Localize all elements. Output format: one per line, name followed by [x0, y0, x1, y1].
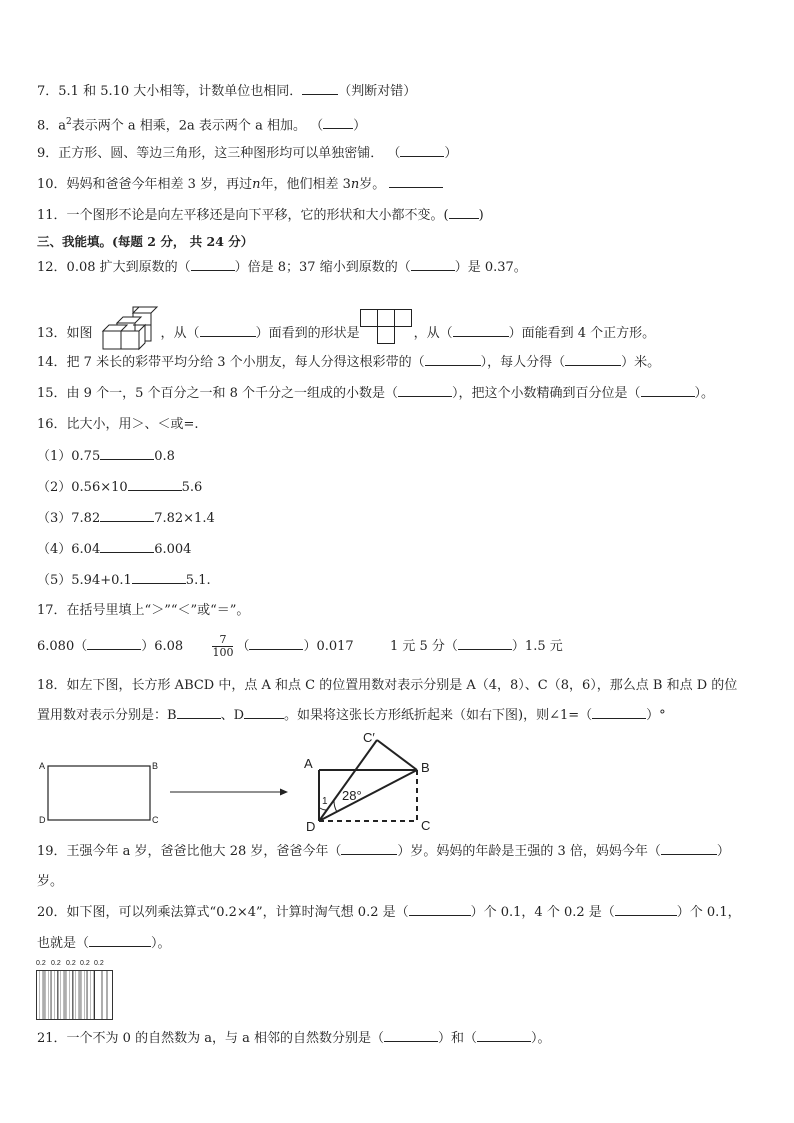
- question-20: [37, 903, 741, 922]
- fold-label-b: B: [421, 760, 430, 775]
- answer-blank[interactable]: [400, 144, 444, 157]
- folded-rectangle: [319, 740, 417, 821]
- q16-item: [37, 478, 202, 497]
- q21-text-2: ）和（: [437, 1031, 477, 1046]
- label-c: C: [152, 815, 159, 825]
- answer-blank[interactable]: [425, 353, 481, 366]
- answer-blank[interactable]: [409, 903, 471, 916]
- q19-text: 19．王强今年 a 岁，爸爸比他大 28 岁，爸爸今年（: [37, 844, 342, 859]
- q15-text-2: ），把这个小数精确到百分位是（: [452, 386, 641, 401]
- fraction-denominator: 100: [212, 646, 234, 659]
- q16-item: [37, 540, 191, 559]
- q9-text: 9．正方形、圆、等边三角形，这三种图形均可以单独密铺． （: [37, 146, 401, 161]
- q19-text-2: ）岁。妈妈的年龄是王强的 3 倍，妈妈今年（: [397, 844, 661, 859]
- answer-blank[interactable]: [661, 842, 717, 855]
- q10-text-3: 岁。: [359, 177, 386, 192]
- question-19-line2: 岁。: [37, 874, 64, 889]
- fold-label-a: A: [304, 756, 313, 771]
- label-d: D: [39, 815, 46, 825]
- answer-blank[interactable]: [100, 447, 154, 460]
- q13-text: 13．如图: [37, 326, 93, 341]
- fold-label-d: D: [306, 819, 316, 834]
- q8-paren: ）: [353, 118, 367, 134]
- q11-text: 11．一个图形不论是向左平移还是向下平移，它的形状和大小都不变。(: [37, 208, 449, 223]
- q7-text: 7．5.1 和 5.10 大小相等，计数单位也相同．: [37, 84, 303, 99]
- fold-label-c-prime: C′: [363, 730, 375, 745]
- q16-item: [37, 447, 175, 466]
- fold-label-c: C: [421, 818, 431, 833]
- q17-c-left: 1 元 5 分（: [389, 639, 458, 654]
- q20-text-4: 也就是（: [37, 936, 90, 951]
- q16-item-left: （2）0.56×10: [37, 480, 128, 495]
- q17-c-right: ）1.5 元: [511, 639, 563, 654]
- answer-blank[interactable]: [323, 116, 353, 129]
- bar-label: 0.2: [94, 960, 104, 967]
- answer-blank[interactable]: [249, 637, 303, 650]
- left-rectangle: [39, 761, 159, 825]
- q17-items: [37, 632, 563, 662]
- q10-text-2: 年，他们相差 3: [260, 177, 351, 192]
- q20-text-2: ）个 0.1，4 个 0.2 是（: [470, 905, 615, 920]
- answer-blank[interactable]: [449, 206, 479, 219]
- answer-blank[interactable]: [200, 324, 256, 337]
- answer-blank[interactable]: [458, 637, 512, 650]
- q18-text: 置用数对表示分别是：B: [37, 708, 177, 723]
- q10-variable-2: n: [350, 177, 360, 192]
- q18-text-2: 、D: [220, 708, 244, 723]
- question-18-line1: 18．如左下图，长方形 ABCD 中，点 A 和点 C 的位置用数对表示分别是 A（4，8）、C（8，6），那么点 B 和点 D 的位: [37, 678, 738, 693]
- q8-text-2: 表示两个 a 相乘，2a 表示两个 a 相加。 （: [71, 118, 324, 134]
- answer-blank[interactable]: [244, 706, 284, 719]
- answer-blank[interactable]: [89, 934, 151, 947]
- q10-variable: n: [252, 177, 261, 192]
- q19-text-3: ）: [716, 844, 730, 859]
- q7-tail: （判断对错）: [338, 84, 417, 99]
- answer-blank[interactable]: [191, 258, 235, 271]
- answer-blank[interactable]: [302, 82, 338, 95]
- bar-label: 0.2: [51, 960, 61, 967]
- answer-blank[interactable]: [177, 706, 221, 719]
- answer-blank[interactable]: [398, 384, 452, 397]
- question-17-title: 17．在括号里填上“＞”“＜”或“＝”。: [37, 603, 250, 618]
- question-13: [37, 305, 655, 353]
- question-20-line2: [37, 934, 171, 953]
- q15-text: 15．由 9 个一，5 个百分之一和 8 个千分之一组成的小数是（: [37, 386, 399, 401]
- fraction: [212, 634, 233, 659]
- answer-blank[interactable]: [341, 842, 397, 855]
- question-21: [37, 1029, 551, 1048]
- bar-label: 0.2: [36, 960, 46, 967]
- label-a: A: [39, 761, 46, 771]
- angle-label: 28°: [342, 788, 362, 803]
- q16-item: [37, 509, 215, 528]
- answer-blank[interactable]: [128, 478, 182, 491]
- q21-text-3: ）。: [531, 1031, 551, 1046]
- q16-item-left: （1）0.75: [37, 449, 101, 464]
- q16-item-right: 7.82×1.4: [154, 511, 215, 526]
- question-9: [37, 144, 457, 163]
- q13-text-3: ）面看到的形状是: [255, 326, 360, 341]
- answer-blank[interactable]: [615, 903, 677, 916]
- question-19: [37, 842, 730, 861]
- answer-blank[interactable]: [453, 324, 509, 337]
- q14-text: 14．把 7 米长的彩带平均分给 3 个小朋友，每人分得这根彩带的（: [37, 355, 425, 370]
- answer-blank[interactable]: [384, 1029, 438, 1042]
- q20-text-3: ）个 0.1，: [676, 905, 741, 920]
- q8-text: 8．a: [37, 118, 67, 134]
- q16-item-left: （5）5.94+0.1: [37, 573, 132, 588]
- answer-blank[interactable]: [87, 637, 141, 650]
- q16-item-left: （4）6.04: [37, 542, 101, 557]
- q9-paren: ）: [444, 146, 458, 161]
- q17-a-left: 6.080（: [37, 639, 88, 654]
- q20-text: 20．如下图，可以列乘法算式“0.2×4”，计算时淘气想 0.2 是（: [37, 905, 409, 920]
- q13-text-5: ）面能看到 4 个正方形。: [508, 326, 656, 341]
- q10-text: 10．妈妈和爸爸今年相差 3 岁，再过: [37, 177, 253, 192]
- fraction-numerator: 7: [212, 634, 233, 647]
- q12-text-2: ）倍是 8；37 缩小到原数的（: [234, 260, 411, 275]
- question-12: [37, 258, 527, 277]
- q16-item-right: 6.004: [154, 542, 192, 557]
- answer-blank[interactable]: [592, 706, 646, 719]
- answer-blank[interactable]: [411, 258, 455, 271]
- decimal-bar-figure: [36, 958, 116, 1022]
- answer-blank[interactable]: [132, 571, 186, 584]
- answer-blank[interactable]: [100, 509, 154, 522]
- q17-b-right: ）0.017: [303, 639, 354, 654]
- q11-paren: ): [478, 208, 484, 223]
- label-b: B: [152, 761, 159, 771]
- answer-blank[interactable]: [565, 353, 621, 366]
- q14-text-3: ）米。: [621, 355, 661, 370]
- question-10: [37, 175, 443, 194]
- arrow: [170, 789, 288, 796]
- q17-b-left: （: [236, 639, 250, 654]
- q18-text-3: 。如果将这张长方形纸折起来（如右下图)，则∠1=（: [284, 708, 593, 723]
- q8-superscript: 2: [66, 117, 72, 127]
- q16-item-right: 5.1.: [185, 573, 211, 588]
- q16-item-right: 0.8: [154, 449, 175, 464]
- q18-text-4: ）°: [646, 708, 666, 723]
- answer-blank[interactable]: [477, 1029, 531, 1042]
- bar-label: 0.2: [66, 960, 76, 967]
- section-heading: 三、我能填。(每题 2 分， 共 24 分）: [37, 234, 254, 249]
- q16-item: [37, 571, 211, 590]
- q21-text: 21．一个不为 0 的自然数为 a，与 a 相邻的自然数分别是（: [37, 1031, 384, 1046]
- q20-text-5: ）。: [151, 936, 171, 951]
- answer-blank[interactable]: [389, 175, 443, 188]
- question-18-line2: [37, 706, 666, 725]
- q13-text-2: ，从（: [160, 326, 200, 341]
- q16-item-right: 5.6: [181, 480, 203, 495]
- angle-1-label: 1: [322, 796, 328, 807]
- question-7: [37, 82, 416, 101]
- question-8: [37, 113, 366, 135]
- cube-stack-figure: [93, 305, 161, 353]
- answer-blank[interactable]: [100, 540, 154, 553]
- question-11: [37, 206, 484, 225]
- question-15: [37, 384, 714, 403]
- q12-text-3: ）是 0.37。: [454, 260, 527, 275]
- q12-text: 12．0.08 扩大到原数的（: [37, 260, 191, 275]
- question-16-title: 16．比大小，用＞、＜或=.: [37, 417, 199, 432]
- question-14: [37, 353, 660, 372]
- q15-text-3: ）。: [694, 386, 715, 401]
- q17-a-right: ）6.08: [141, 639, 184, 654]
- view-shape-figure: [360, 309, 414, 347]
- rectangle-fold-figure: [36, 730, 446, 834]
- q16-item-left: （3）7.82: [37, 511, 101, 526]
- bar-label: 0.2: [80, 960, 90, 967]
- q14-text-2: ），每人分得（: [480, 355, 566, 370]
- q13-text-4: ，从（: [413, 326, 453, 341]
- answer-blank[interactable]: [641, 384, 695, 397]
